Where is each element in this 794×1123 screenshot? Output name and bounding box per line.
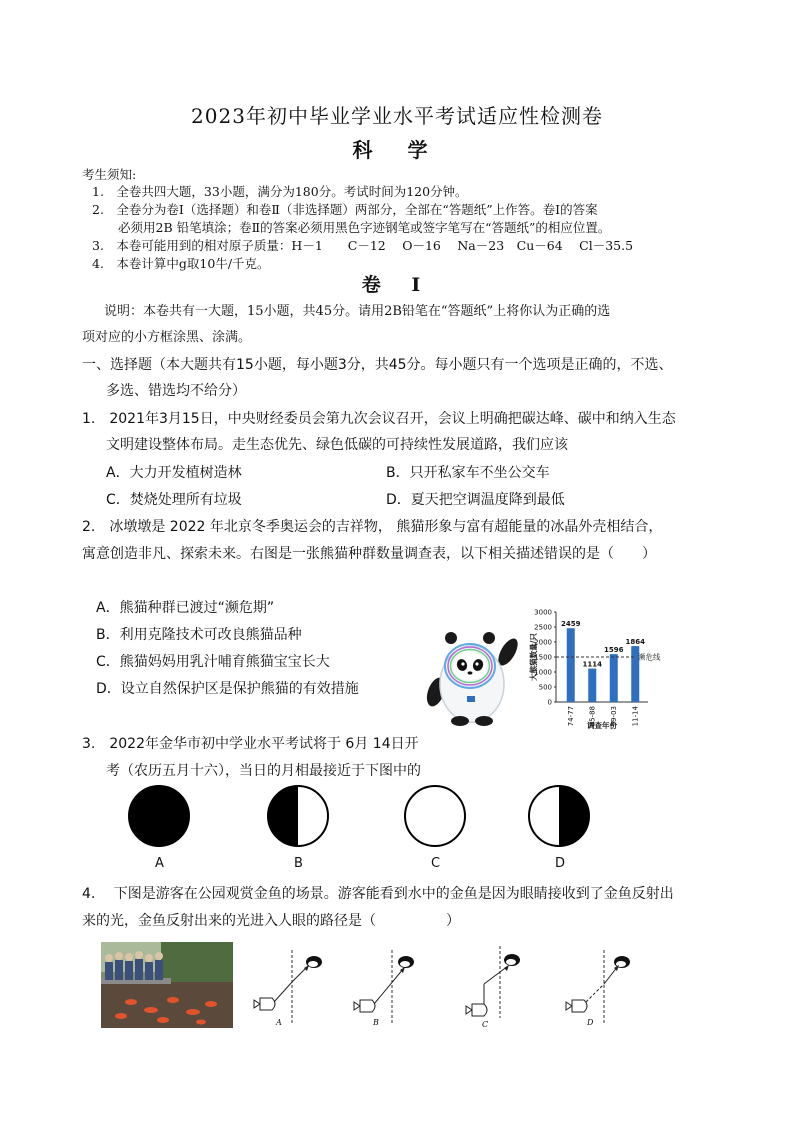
chart-value-label: 1114 xyxy=(582,660,602,669)
chart-y-tick-label: 2500 xyxy=(534,623,552,632)
question-3-stem: 3. 2022年金华市初中学业水平考试将于 6月 14日开 xyxy=(82,736,419,752)
chart-category-label: 99-03 xyxy=(609,706,618,727)
chart-x-axis-label: 调查年份 xyxy=(587,721,617,730)
question-1-stem-cont: 文明建设整体布局。走生态优先、绿色低碳的可持续性发展道路，我们应该 xyxy=(106,437,568,453)
moon-label-c: C xyxy=(431,856,441,871)
chart-bar xyxy=(567,628,575,702)
chart-bar xyxy=(588,669,596,702)
notice-item: 1. 全卷共四大题，33小题，满分为180分。考试时间为120分钟。 xyxy=(92,184,468,199)
panda-population-chart xyxy=(516,604,678,732)
question-4-stem-cont: 来的光，金鱼反射出来的光进入人眼的路径是（ ） xyxy=(82,913,460,929)
park-goldfish-photo xyxy=(101,942,233,1028)
q1-option-d[interactable]: D．夏天把空调温度降到最低 xyxy=(386,492,565,508)
moon-label-d: D xyxy=(555,856,566,871)
chart-y-axis-label: 大熊猫数量/只 xyxy=(529,633,538,681)
chart-value-label: 1596 xyxy=(604,646,624,655)
moon-phase-options xyxy=(124,784,604,850)
chart-category-label: 85-88 xyxy=(588,706,597,727)
q2-option-b[interactable]: B．利用克隆技术可改良熊猫品种 xyxy=(96,627,302,643)
light-path-label-a: A xyxy=(276,1018,282,1027)
light-path-label-d: D xyxy=(587,1018,594,1027)
notice-item: 必须用2B 铅笔填涂；卷Ⅱ的答案必须用黑色字迹钢笔或签字笔写在“答题纸”的相应位置。 xyxy=(118,220,611,235)
bing-dwen-dwen-illustration xyxy=(426,622,518,728)
chart-y-tick-label: 3000 xyxy=(534,608,552,617)
notice-item: 4. 本卷计算中g取10牛/千克。 xyxy=(92,256,270,271)
chart-y-tick-label: 1000 xyxy=(534,668,552,677)
chart-y-tick-label: 500 xyxy=(538,683,552,692)
chart-category-label: 74-77 xyxy=(566,706,575,727)
notice-item: 2. 全卷分为卷Ⅰ（选择题）和卷Ⅱ（非选择题）两部分，全部在“答题纸”上作答。卷Ⅰ的答案 xyxy=(92,202,598,217)
light-path-diagram-c[interactable] xyxy=(456,942,540,1028)
volume-explain-line: 说明：本卷共有一大题，15小题，共45分。请用2B铅笔在“答题纸”上将你认为正确的选 xyxy=(104,304,611,319)
q1-option-b[interactable]: B．只开私家车不坐公交车 xyxy=(386,465,550,481)
chart-value-label: 1864 xyxy=(625,638,645,647)
q2-option-d[interactable]: D．设立自然保护区是保护熊猫的有效措施 xyxy=(96,681,359,697)
q2-option-c[interactable]: C．熊猫妈妈用乳汁哺育熊猫宝宝长大 xyxy=(96,654,330,670)
light-path-diagram-d[interactable] xyxy=(556,946,640,1028)
chart-category-label: 11-14 xyxy=(631,706,640,727)
moon-phase-c-icon[interactable] xyxy=(405,786,465,846)
light-path-label-c: C xyxy=(482,1020,489,1029)
q1-option-a[interactable]: A．大力开发植树造林 xyxy=(106,465,242,481)
exam-title: 2023年初中毕业学业水平考试适应性检测卷 xyxy=(191,104,603,128)
moon-phase-d-icon[interactable] xyxy=(529,786,589,846)
moon-label-b: B xyxy=(294,856,303,871)
volume-heading: 卷 Ⅰ xyxy=(361,274,433,296)
q1-option-c[interactable]: C．焚烧处理所有垃圾 xyxy=(106,492,242,508)
light-path-diagram-b[interactable] xyxy=(346,946,430,1028)
light-path-label-b: B xyxy=(373,1018,379,1027)
q2-option-a[interactable]: A．熊猫种群已渡过“濒危期” xyxy=(96,600,275,616)
exam-subject: 科 学 xyxy=(352,138,442,162)
light-path-diagram-a[interactable] xyxy=(246,946,330,1028)
notice-item: 3. 本卷可能用到的相对原子质量：H－1 C－12 O－16 Na－23 Cu－64 Cl－35.5 xyxy=(92,238,634,253)
question-2-stem-cont: 寓意创造非凡、探索未来。右图是一张熊猫种群数量调查表，以下相关描述错误的是（ ） xyxy=(82,546,656,562)
chart-y-tick-label: 0 xyxy=(547,698,552,707)
moon-phase-b-icon[interactable] xyxy=(268,786,328,846)
question-2-stem: 2. 冰墩墩是 2022 年北京冬季奥运会的吉祥物， 熊猫形象与富有超能量的冰晶外壳相结合， xyxy=(82,519,663,535)
chart-bar xyxy=(610,654,618,702)
volume-explain-line: 项对应的小方框涂黑、涂满。 xyxy=(82,330,252,345)
chart-y-tick-label: 1500 xyxy=(534,653,552,662)
chart-value-label: 2459 xyxy=(561,620,581,629)
question-3-stem-cont: 考（农历五月十六），当日的月相最接近于下图中的 xyxy=(106,763,421,779)
moon-label-a: A xyxy=(155,856,164,871)
section-heading: 一、选择题（本大题共有15小题，每小题3分，共45分。每小题只有一个选项是正确的，不选、 xyxy=(82,357,673,373)
chart-reference-label: 濒危线 xyxy=(638,652,661,662)
moon-phase-a-icon[interactable] xyxy=(129,786,189,846)
section-heading-cont: 多选、错选均不给分） xyxy=(106,383,246,399)
chart-y-tick-label: 2000 xyxy=(534,638,552,647)
question-4-stem: 4. 下图是游客在公园观赏金鱼的场景。游客能看到水中的金鱼是因为眼睛接收到了金鱼反射出 xyxy=(82,886,674,902)
notice-heading: 考生须知: xyxy=(82,167,137,182)
question-1-stem: 1. 2021年3月15日，中央财经委员会第九次会议召开，会议上明确把碳达峰、碳中和纳入生态 xyxy=(82,411,676,427)
